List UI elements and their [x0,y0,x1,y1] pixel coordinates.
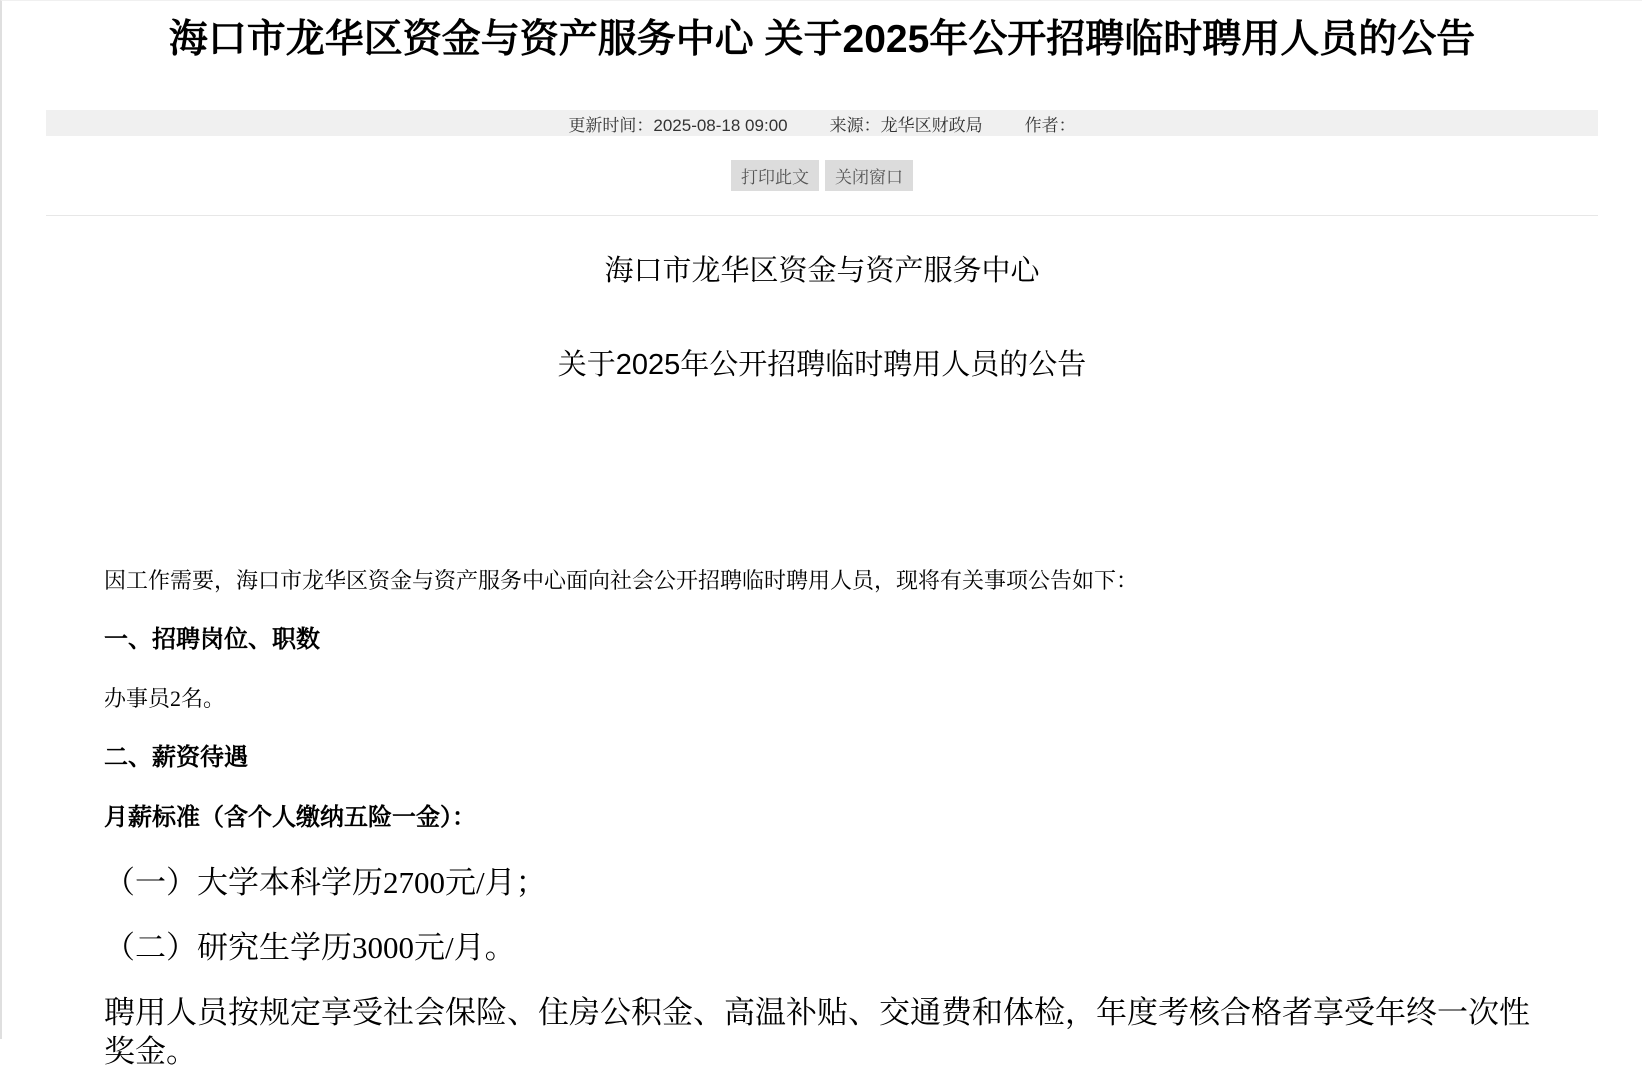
doc-paragraph-8: 聘用人员按规定享受社会保险、住房公积金、高温补贴、交通费和体检，年度考核合格者享受年终一次性奖金。 [104,995,1530,1069]
meta-updated [568,111,787,136]
meta-updated-value: 2025-08-18 09:00 [653,115,788,135]
document-body [46,384,1598,1071]
doc-paragraph-7: （二）研究生学历3000元/月。 [104,930,516,965]
doc-paragraph-5: 月薪标准（含个人缴纳五险一金）： [104,804,476,831]
meta-bar [46,110,1598,136]
meta-source-label: 来源： [829,115,881,135]
close-window-button[interactable]: 关闭窗口 [825,160,913,191]
meta-author [1025,111,1076,136]
meta-updated-label: 更新时间： [568,115,654,135]
doc-paragraph-3: 办事员2名。 [104,686,226,711]
document-org-heading: 海口市龙华区资金与资产服务中心 [604,255,1040,287]
header-divider [46,215,1598,216]
page-title: 海口市龙华区资金与资产服务中心 关于2025年公开招聘临时聘用人员的公告 [168,18,1476,61]
doc-paragraph-2: 一、招聘岗位、职数 [104,626,320,653]
meta-author-label: 作者： [1024,115,1076,135]
content-area [46,110,1598,1071]
print-button[interactable]: 打印此文 [731,160,819,191]
meta-source-value: 龙华区财政局 [880,115,983,135]
doc-paragraph-4: 二、薪资待遇 [104,744,248,771]
action-buttons [46,160,1598,191]
document [46,253,1598,1071]
document-subject-heading: 关于2025年公开招聘临时聘用人员的公告 [557,349,1087,381]
doc-paragraph-1: 因工作需要，海口市龙华区资金与资产服务中心面向社会公开招聘临时聘用人员，现将有关事项公告如下： [104,568,1139,593]
doc-paragraph-6: （一）大学本科学历2700元/月； [104,865,547,900]
meta-source [830,111,983,136]
